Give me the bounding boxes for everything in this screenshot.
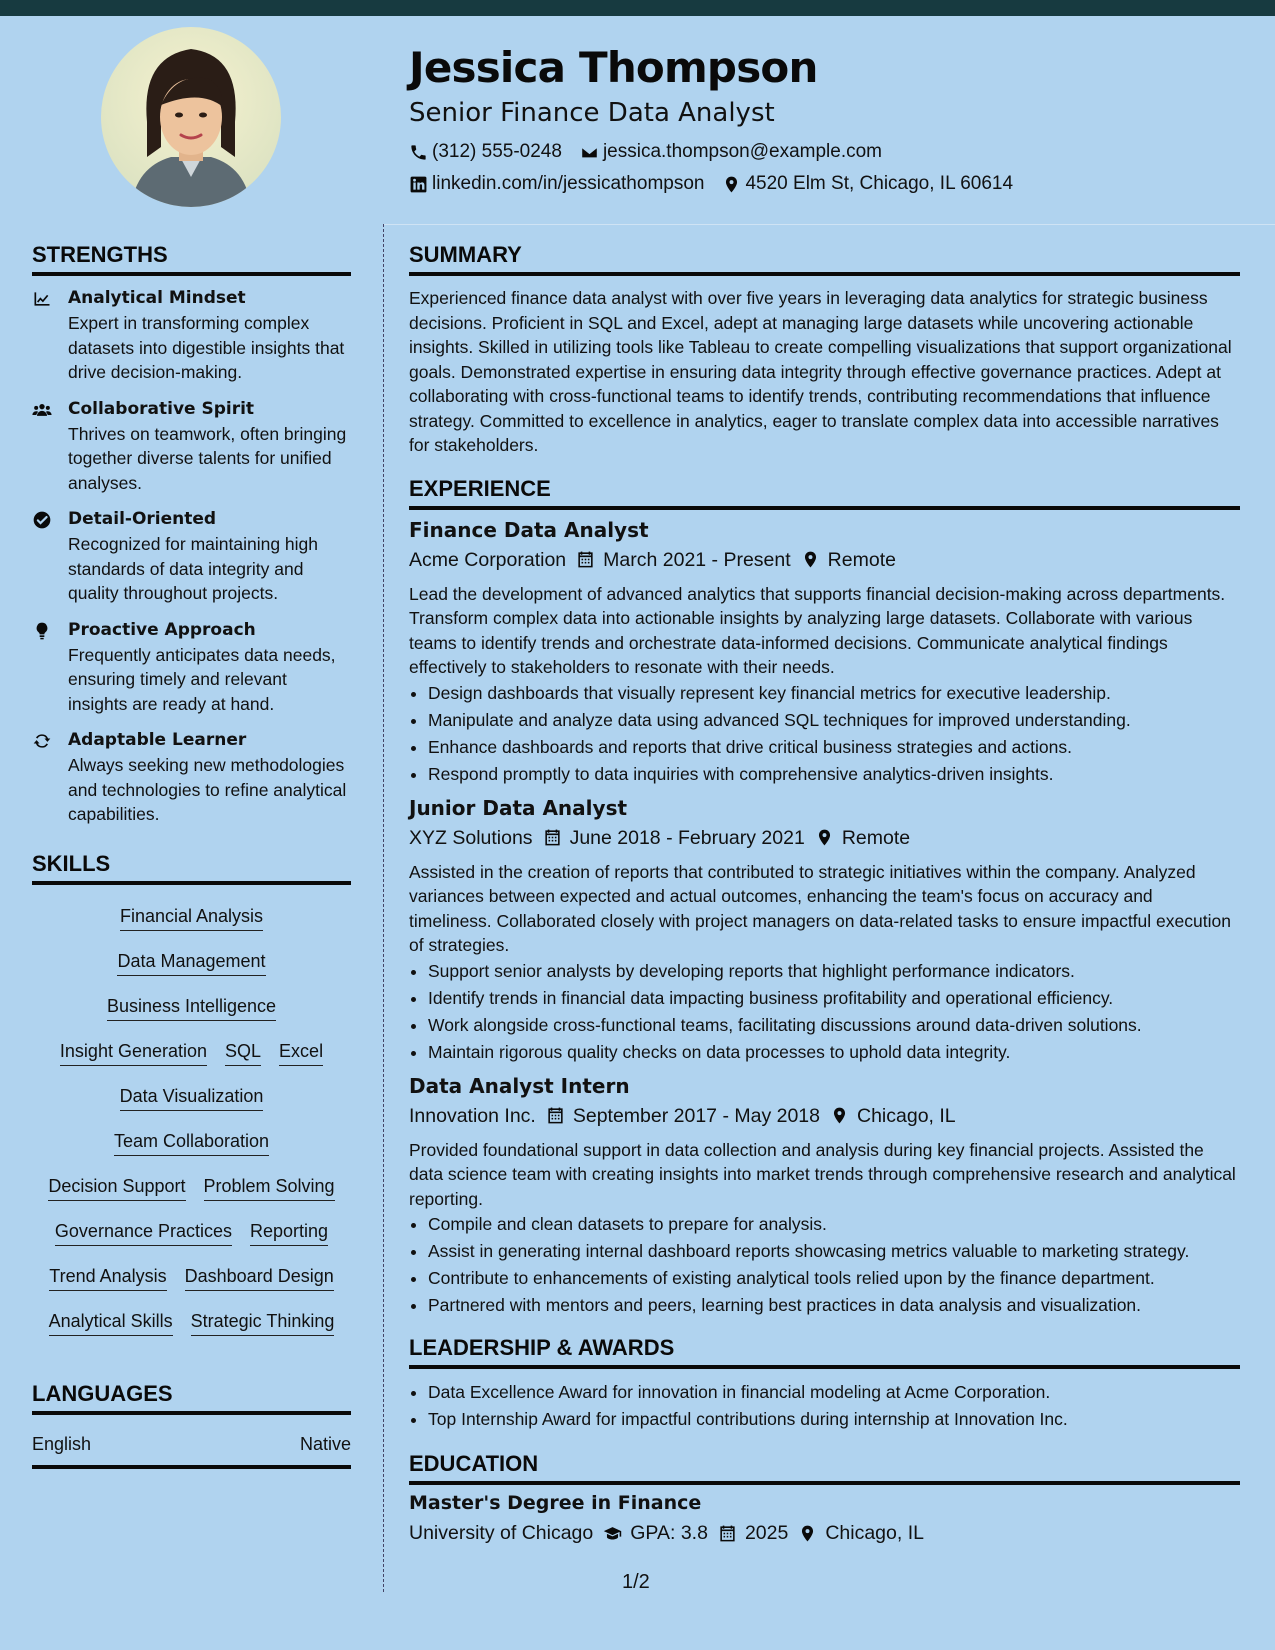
address-contact [722,168,1013,200]
check-circle-icon [32,510,52,530]
job-description: Assisted in the creation of reports that contributed to strategic initiatives within the company. Analyzed variances between expected and actual outcomes, enhancing the team's focus on accuracy and timeliness. Collaborated closely with project managers on data-related tasks to ensure impactful execution of strategies. [409,861,1231,955]
chart-line-icon [32,289,52,309]
envelope-icon [580,143,599,162]
job-bullets [409,958,1240,1066]
bullet-item: • Assist in generating internal dashboard reports showcasing metrics valuable to marketing strategy. [428,1238,1240,1265]
top-accent-bar [0,0,1275,16]
skill-tag: Team Collaboration [114,1129,269,1156]
skill-tag: Financial Analysis [120,904,263,931]
map-marker-icon [830,1106,849,1125]
skill-tag: SQL [225,1039,261,1066]
skill-row [32,1030,351,1075]
email-contact[interactable] [580,136,882,168]
job-description: Lead the development of advanced analytics that supports financial decision-making across departments. Transform complex data into actionable insights by analyzing large datasets. Collaborate with various teams to identify trends and orchestrate data-informed decisions. Communicate analytical findings effectively to stakeholders to resonate with their needs. [409,583,1226,677]
skill-row [32,1255,351,1300]
bullet-item: • Respond promptly to data inquiries with comprehensive analytics-driven insights. [428,761,1240,788]
strength-title: Analytical Mindset [68,288,246,308]
map-marker-icon [722,175,741,194]
skills-list [32,895,351,1345]
phone-icon [409,143,428,162]
strength-description: Recognized for maintaining high standards of data integrity and quality throughout projects. [68,534,319,603]
skills-heading: SKILLS [32,849,351,885]
strength-description: Always seeking new methodologies and technologies to refine analytical capabilities. [68,755,347,824]
bullet-item: • Partnered with mentors and peers, learning best practices in data analysis and visualization. [428,1292,1240,1319]
school-name: University of Chicago [409,1522,594,1544]
linkedin-icon [409,175,428,194]
job-title: Data Analyst Intern [409,1073,630,1098]
skill-row [32,985,351,1030]
job-entry [409,1072,1240,1320]
strength-title: Detail-Oriented [68,509,217,529]
skill-tag: Reporting [250,1219,328,1246]
gpa: GPA: 3.8 [630,1522,708,1544]
calendar-icon [546,1106,565,1125]
strength-description: Thrives on teamwork, often bringing together diverse talents for unified analyses. [68,423,347,493]
phone-contact[interactable] [409,136,562,168]
job-dates: March 2021 - Present [603,548,791,571]
skill-tag: Governance Practices [55,1219,232,1246]
skill-tag: Data Management [117,949,265,976]
education-meta [409,1517,1240,1549]
job-bullets [409,1211,1240,1319]
map-marker-icon [815,828,834,847]
job-meta [409,544,1240,576]
calendar-icon [718,1524,737,1543]
skill-tag: Data Visualization [120,1084,264,1111]
strength-description: Frequently anticipates data needs, ensuring timely and relevant insights are ready at hand. [68,644,336,714]
job-location: Remote [827,548,896,571]
candidate-title: Senior Finance Data Analyst [409,98,775,128]
job-bullets [409,680,1240,788]
strength-item [32,397,351,496]
company-name: XYZ Solutions [409,826,533,849]
strength-title: Proactive Approach [68,619,256,640]
award-item: • Top Internship Award for impactful contributions during internship at Innovation Inc. [428,1406,1240,1433]
users-icon [32,400,52,420]
job-meta [409,1100,1240,1132]
skill-row [32,1210,351,1255]
contact-row-1 [409,136,1249,168]
skill-tag: Dashboard Design [185,1264,334,1291]
job-meta [409,822,1240,854]
languages-heading: LANGUAGES [32,1379,351,1415]
bullet-item: • Manipulate and analyze data using advanced SQL techniques for improved understanding. [428,707,1240,734]
bullet-item: • Compile and clean datasets to prepare for analysis. [428,1211,1240,1238]
refresh-icon [32,731,52,751]
job-entry [409,516,1240,788]
summary-heading: SUMMARY [409,240,1240,276]
job-location: Remote [841,826,911,849]
job-location: Chicago, IL [857,1104,956,1127]
resume-header [409,40,1249,200]
skill-tag: Business Intelligence [107,994,276,1021]
company-name: Acme Corporation [409,548,567,571]
email-text: jessica.thompson@example.com [602,141,883,162]
calendar-icon [576,550,595,569]
strengths-heading: STRENGTHS [32,240,351,276]
strength-item [32,728,351,827]
skill-row [32,895,351,940]
bullet-item: • Design dashboards that visually represent key financial metrics for executive leadership. [428,680,1240,707]
skill-tag: Strategic Thinking [191,1309,335,1336]
job-entry [409,794,1240,1066]
job-title: Junior Data Analyst [409,795,628,820]
left-column [32,240,351,1469]
skill-tag: Problem Solving [204,1174,335,1201]
profile-photo [101,27,281,207]
candidate-name: Jessica Thompson [409,43,818,92]
contact-row-2 [409,168,1249,200]
job-dates: September 2017 - May 2018 [572,1104,820,1127]
education-entry [409,1489,1240,1549]
page-number: 1/2 [622,1571,650,1593]
bullet-item: • Identify trends in financial data impacting business profitability and operational efficiency. [428,985,1240,1012]
skill-row [32,1120,351,1165]
map-marker-icon [798,1524,817,1543]
skill-tag: Insight Generation [60,1039,207,1066]
skill-row [32,1075,351,1120]
company-name: Innovation Inc. [409,1104,536,1127]
graduation-year: 2025 [744,1522,789,1544]
job-description: Provided foundational support in data collection and analysis during key financial projects. Assisted the data science team with creating insights into market trends through comprehensive research and analytical reporting. [409,1139,1236,1209]
strength-item [32,286,351,385]
bullet-item: • Contribute to enhancements of existing analytical tools relied upon by the finance department. [428,1265,1240,1292]
address-text: 4520 Elm St, Chicago, IL 60614 [745,173,1014,194]
lightbulb-icon [32,621,52,641]
job-title: Finance Data Analyst [409,517,649,542]
linkedin-contact[interactable] [409,168,704,200]
skill-row [32,1165,351,1210]
strength-item [32,618,351,717]
language-name: English [32,1433,92,1454]
bullet-item: • Work alongside cross-functional teams, facilitating discussions around data-driven solutions. [428,1012,1240,1039]
graduation-cap-icon [603,1524,622,1543]
experience-heading: EXPERIENCE [409,474,1240,510]
language-level: Native [299,1433,351,1454]
strength-item [32,507,351,606]
right-column [409,240,1240,1555]
strength-title: Collaborative Spirit [68,398,255,419]
skill-tag: Decision Support [48,1174,185,1201]
language-item [32,1425,351,1469]
skill-row [32,1300,351,1345]
degree-title: Master's Degree in Finance [409,1492,702,1514]
job-dates: June 2018 - February 2021 [569,826,805,849]
map-marker-icon [801,550,820,569]
awards-list [409,1379,1240,1433]
school-location: Chicago, IL [825,1522,924,1544]
skill-tag: Trend Analysis [49,1264,166,1291]
skill-tag: Analytical Skills [49,1309,173,1336]
award-item: • Data Excellence Award for innovation in financial modeling at Acme Corporation. [428,1379,1240,1406]
strength-title: Adaptable Learner [68,730,247,750]
awards-heading: LEADERSHIP & AWARDS [409,1333,1240,1369]
skill-tag: Excel [279,1039,323,1066]
column-divider [383,224,384,1592]
bullet-item: • Maintain rigorous quality checks on data processes to uphold data integrity. [428,1039,1240,1066]
linkedin-text: linkedin.com/in/jessicathompson [432,173,705,194]
header-divider [383,224,1275,225]
education-heading: EDUCATION [409,1449,1240,1485]
strength-description: Expert in transforming complex datasets into digestible insights that drive decision-making. [68,313,345,382]
summary-text: Experienced finance data analyst with over five years in leveraging data analytics for strategic business decisions. Proficient in SQL and Excel, adept at managing large datasets while uncovering actionable insights. Skilled in utilizing tools like Tableau to create compelling visualizations that support organizational goals. Demonstrated expertise in ensuring data integrity through effective governance practices. Adept at collaborating with cross-functional teams to identify trends, contributing recommendations that influence strategy. Committed to excellence in analytics, eager to translate complex data into accessible narratives for stakeholders. [409,288,1232,455]
bullet-item: • Support senior analysts by developing reports that highlight performance indicators. [428,958,1240,985]
calendar-icon [543,828,562,847]
skill-row [32,940,351,985]
bullet-item: • Enhance dashboards and reports that drive critical business strategies and actions. [428,734,1240,761]
phone-text: (312) 555-0248 [432,141,562,162]
